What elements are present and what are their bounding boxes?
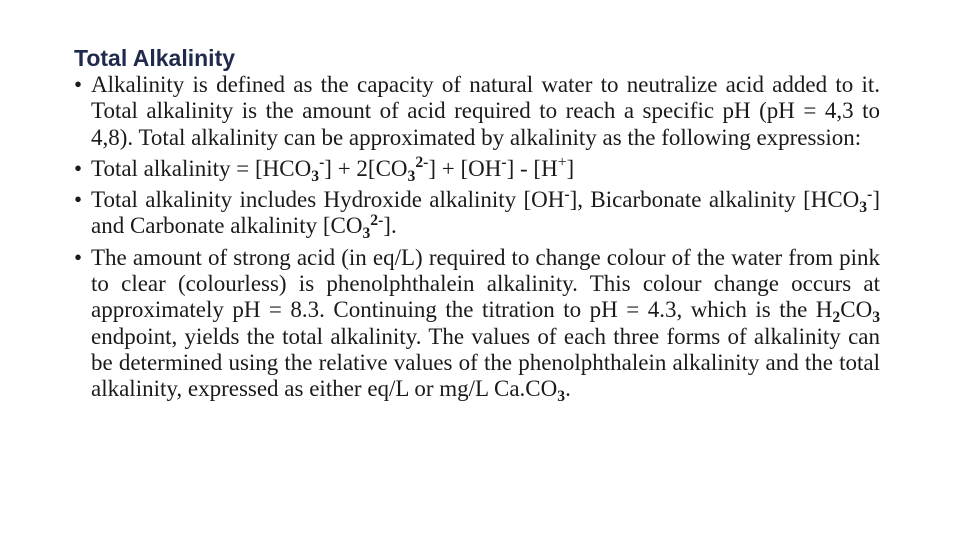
bullet-marker: • — [74, 72, 83, 97]
superscript: - — [867, 185, 873, 203]
subscript: 3 — [311, 167, 320, 185]
superscript: 2- — [415, 154, 429, 172]
bullet-text: . — [565, 376, 571, 402]
bullet-text: Total alkalinity includes Hydroxide alkalinity [OH — [91, 187, 565, 213]
bullet-marker: • — [74, 155, 83, 181]
bullet-total-alkalinity-expression — [74, 154, 880, 185]
subscript: 3 — [872, 309, 880, 327]
slide-content — [74, 44, 880, 408]
bullet-alkalinity-components — [74, 185, 880, 243]
formula-text: ] — [566, 155, 575, 181]
subscript: 2 — [832, 309, 841, 327]
formula-text: Total alkalinity = [HCO — [91, 155, 312, 181]
superscript: - — [501, 154, 507, 172]
slide-title: Total Alkalinity — [74, 45, 236, 71]
formula-text: ] + 2[CO — [324, 155, 408, 181]
bullet-text: The amount of strong acid (in eq/L) required to change colour of the water from pink to clear (colourless) is phenolphthalein alkalinity. This colour change occurs at approximately pH = 8.3. Continuing the titration to pH = 4.3, which is the H — [91, 244, 880, 323]
bullet-text: ], Bicarbonate alkalinity [HCO — [569, 187, 860, 213]
superscript: - — [319, 154, 325, 172]
formula-text: ] + [OH — [428, 155, 502, 181]
bullet-text: CO — [840, 297, 873, 323]
bullet-text: ]. — [383, 213, 397, 239]
subscript: 3 — [859, 198, 868, 216]
subscript: 3 — [557, 387, 566, 405]
subscript: 3 — [362, 225, 371, 243]
bullet-text: Alkalinity is defined as the capacity of natural water to neutralize acid added to it. Total alkalinity is the amount of acid required to reach a specific pH (pH = 4,3 to 4,8). Total alkalinity can be approximated by alkalinity as the following expression: — [91, 72, 880, 150]
superscript: + — [557, 154, 567, 172]
formula-text: ] - [H — [506, 155, 558, 181]
bullet-text: ] and Carbonate alkalinity [CO — [91, 187, 880, 239]
superscript: - — [564, 185, 570, 203]
superscript: 2- — [370, 211, 384, 229]
bullet-text: endpoint, yields the total alkalinity. The values of each three forms of alkalinity can be determined using the relative values of the phenolphthalein alkalinity and the total alkalinity, expressed as either eq/L or mg/L Ca.CO — [91, 323, 880, 402]
bullet-marker: • — [74, 187, 83, 213]
bullet-marker: • — [74, 244, 83, 270]
bullet-list — [74, 72, 880, 403]
bullet-phenolphthalein-titration — [74, 245, 880, 403]
subscript: 3 — [407, 167, 416, 185]
bullet-alkalinity-definition — [74, 72, 880, 151]
